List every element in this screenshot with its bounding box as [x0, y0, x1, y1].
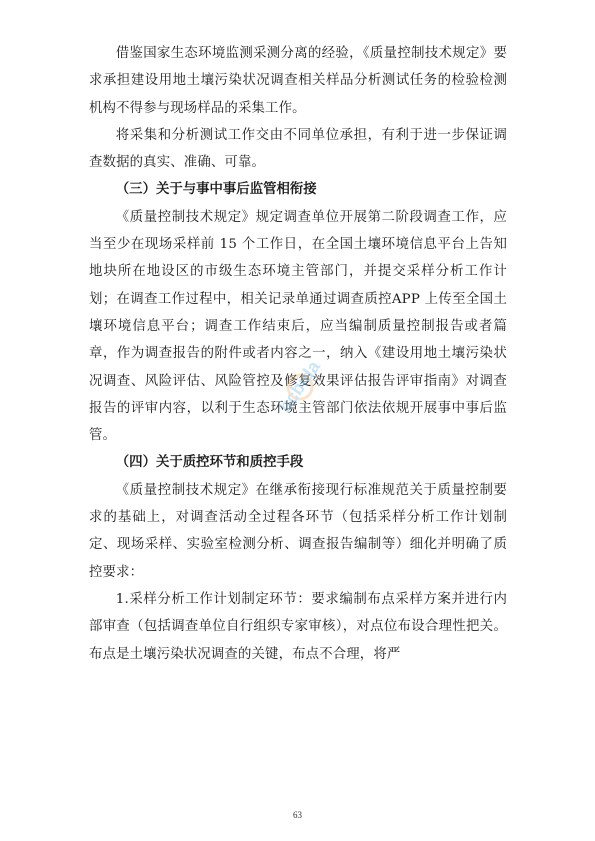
section-heading-quality-control: （四）关于质控环节和质控手段	[115, 455, 304, 471]
paragraph-sampling-plan: 1.采样分析工作计划制定环节：要求编制布点采样方案并进行内部审查（包括调查单位自行组织专家审核），对点位布设合理性把关。布点是土壤污染状况调查的关键，布点不合理，将严	[89, 591, 507, 662]
paragraph-supervision-details: 《质量控制技术规定》规定调查单位开展第二阶段调查工作，应当至少在现场采样前 15 个工作日，在全国土壤环境信息平台上告知地块所在地设区的市级生态环境主管部门，并提交采样分析工作计划；在调查工作过程中，相关记录单通过调查质控APP 上传至全国土壤环境信息平台；调查工作结束后，应当编制质量控制报告或者篇章，作为调查报告的附件或者内容之一，纳入《建设用地土壤污染状况调查、风险评估、风险管控及修复效果评估报告评审指南》对调查报告的评审内容，以利于生态环境主管部门依法依规开展事中事后监管。	[89, 209, 507, 444]
document-page	[89, 40, 507, 668]
page-number: 63	[293, 810, 302, 820]
watermark-text: bcbida	[274, 356, 325, 416]
paragraph-data-reliability: 将采集和分析测试工作交由不同单位承担，有利于进一步保证调查数据的真实、准确、可靠。	[89, 127, 507, 171]
section-heading-supervision: （三）关于与事中事后监管相衔接	[115, 182, 317, 198]
paragraph-sampling-separation: 借鉴国家生态环境监测采测分离的经验，《质量控制技术规定》要求承担建设用地土壤污染状况调查相关样品分析测试任务的检验检测机构不得参与现场样品的采集工作。	[89, 46, 507, 116]
paragraph-quality-control-intro: 《质量控制技术规定》在继承衔接现行标准规范关于质量控制要求的基础上，对调查活动全过程各环节（包括采样分析工作计划制定、现场采样、实验室检测分析、调查报告编制等）细化并明确了质控要求：	[89, 482, 507, 580]
